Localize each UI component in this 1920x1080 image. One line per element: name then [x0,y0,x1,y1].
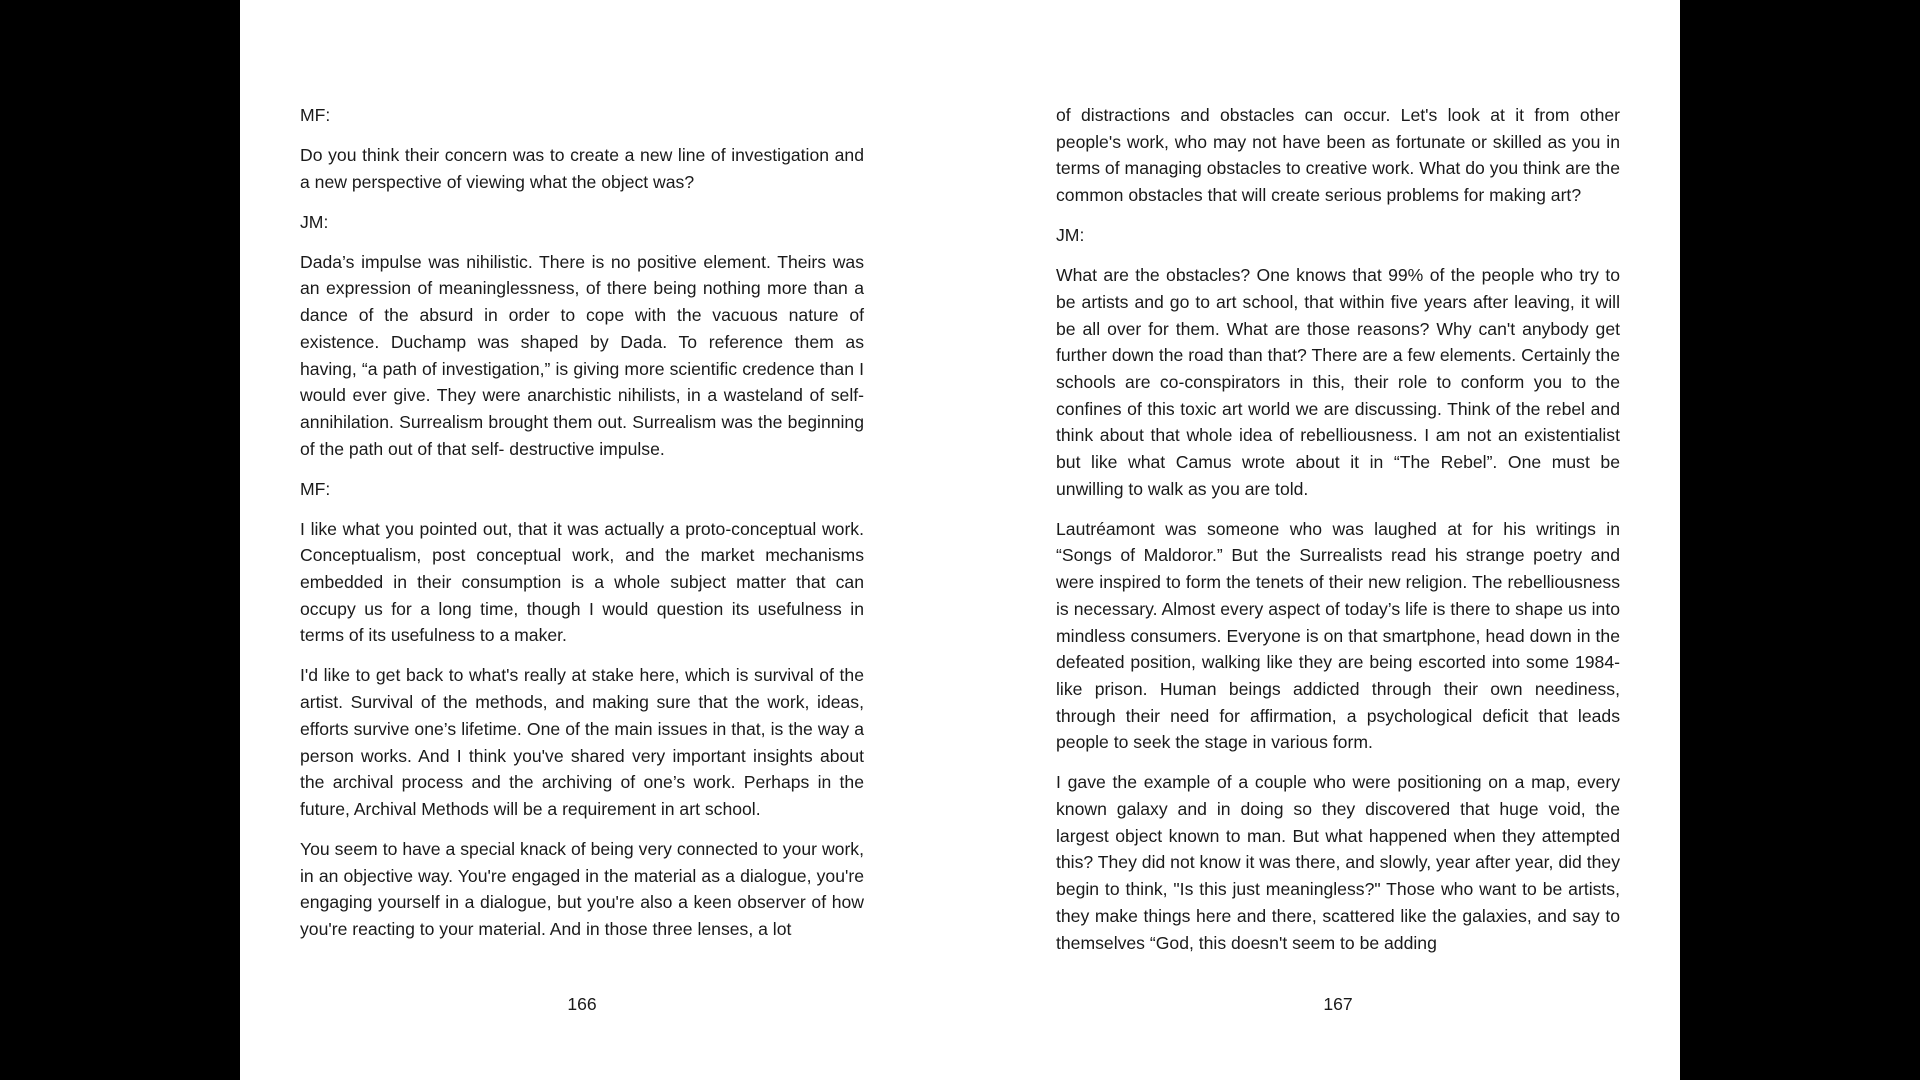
paragraph: of distractions and obstacles can occur. Let's look at it from other people's work, who may not have been as fortunate or skilled as you in terms of managing obstacles to creative work. What do you think are the common obstacles that will create serious problems for making art? [1056,105,1620,206]
paragraph: You seem to have a special knack of being very connected to your work, in an objective way. You're engaged in the material as a dialogue, you're engaging yourself in a dialogue, but you're also a keen observer of how you're reacting to your material. And in those three lenses, a lot [300,838,864,940]
paragraph: Do you think their concern was to create a new line of investigation and a new perspective of viewing what the object was? [300,145,864,192]
paragraph: What are the obstacles? One knows that 99% of the people who try to be artists and go to art school, that within five years after leaving, it will be all over for them. What are those reasons? Why can't anybody get further down the road than that? There are a few elements. Certainly the schools are co-conspirators in this, their role to conform you to the confines of this toxic art world we are discussing. Think of the rebel and think about that whole idea of rebelliousness. I am not an existentialist but like what Camus wrote about it in “The Rebel”. One must be unwilling to walk as you are told. [1056,265,1620,499]
paragraph: I'd like to get back to what's really at stake here, which is survival of the artist. Survival of the methods, and making sure that the work, ideas, efforts survive one’s lifetime. One of the main issues in that, is the way a person works. And I think you've shared very important insights about the archival process and the archiving of one’s work. Perhaps in the future, Archival Methods will be a requirement in art school. [300,665,864,819]
page-number-right: 167 [1323,994,1353,1014]
right-page [1056,102,1620,970]
paragraph: Lautréamont was someone who was laughed at for his writings in “Songs of Maldoror.” But the Surrealists read his strange poetry and were inspired to form the tenets of their new religion. The rebelliousness is necessary. Almost every aspect of today’s life is there to shape us into mindless consumers. Everyone is on that smartphone, head down in the defeated position, walking like they are being escorted into some 1984-like prison. Human beings addicted through their own neediness, through their need for affirmation, a psychological deficit that leads people to seek the stage in various form. [1056,518,1620,753]
book-spread [240,0,1680,1080]
speaker-label: MF: [300,478,331,499]
page-number-left: 166 [567,994,597,1014]
left-page [300,102,864,956]
speaker-label: MF: [300,105,331,125]
paragraph: I like what you pointed out, that it was actually a proto-conceptual work. Conceptualism, post conceptual work, and the market mechanisms embedded in their consumption is a whole subject matter that can occupy us for a long time, though I would question its usefulness in terms of its usefulness to a maker. [300,518,864,646]
paragraph: I gave the example of a couple who were positioning on a map, every known galaxy and in doing so they discovered that huge void, the largest object known to man. But what happened when they attempted this? They did not know it was there, and slowly, year after year, did they begin to think, "Is this just meaningless?" Those who want to be artists, they make things here and there, scattered like the galaxies, and say to themselves “God, this doesn't seem to be adding [1056,772,1620,953]
speaker-label: JM: [300,211,329,232]
paragraph: Dada’s impulse was nihilistic. There is no positive element. Theirs was an expression of meaninglessness, of there being nothing more than a dance of the absurd in order to cope with the vacuous nature of existence. Duchamp was shaped by Dada. To reference them as having, “a path of investigation,” is giving more scientific credence than I would ever give. They were anarchistic nihilists, in a wasteland of self-annihilation. Surrealism brought them out. Surrealism was the beginning of the path out of that self- destructive impulse. [300,251,864,459]
speaker-label: JM: [1056,225,1085,246]
